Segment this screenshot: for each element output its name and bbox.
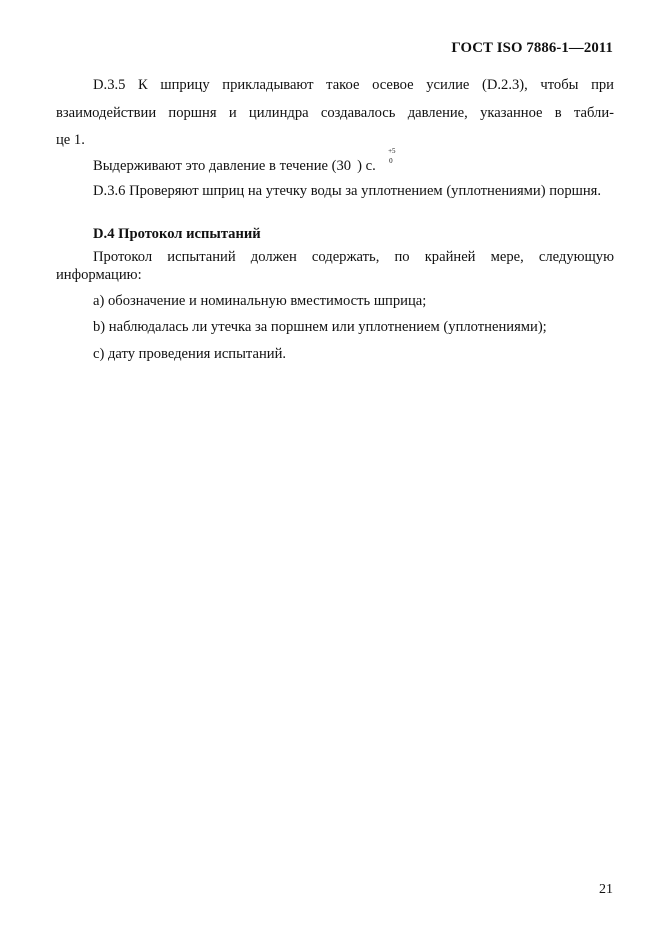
page-number: 21 [599, 882, 613, 897]
paragraph-protocol: Протокол испытаний должен содержать, по крайней мере, следующую информацию: [56, 249, 614, 283]
paragraph-d35-line3: це 1. [56, 132, 85, 148]
tolerance-sub: 0 [389, 157, 393, 165]
hold-prefix: Выдерживают это давление в течение (30 [93, 158, 352, 174]
paragraph-d35-line1: D.3.5 К шприцу прикладывают такое осевое усилие (D.2.3), чтобы при [93, 77, 614, 93]
tolerance-sup: +5 [388, 147, 396, 155]
document-header: ГОСТ ISO 7886-1—2011 [451, 40, 613, 56]
tolerance-mark [351, 147, 396, 170]
list-item-a: а) обозначение и номинальную вместимость шприца; [93, 293, 427, 309]
section-heading-d4: D.4 Протокол испытаний [93, 226, 261, 242]
list-item-c: с) дату проведения испытаний. [93, 346, 287, 362]
paragraph-d35-line2: взаимодействии поршня и цилиндра создавалось давление, указанное в табли- [56, 105, 614, 121]
paragraph-hold-pressure [56, 147, 614, 175]
paragraph-d36: D.3.6 Проверяют шприц на утечку воды за уплотнением (уплотнениями) поршня. [93, 183, 602, 199]
list-item-b: b) наблюдалась ли утечка за поршнем или уплотнением (уплотнениями); [93, 319, 547, 335]
hold-suffix: ) с. [357, 158, 376, 174]
